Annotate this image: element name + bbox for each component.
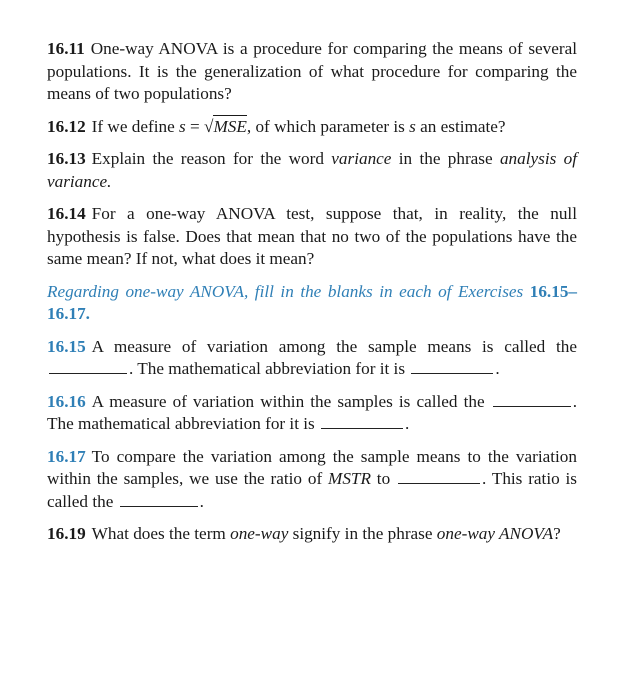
exercise-number: 16.19 [47, 524, 86, 543]
blank [49, 359, 127, 374]
exercise-16-16 [47, 391, 577, 436]
italic-term: MSTR [328, 469, 371, 488]
equals-sign: = [185, 116, 204, 136]
blank [321, 414, 403, 429]
exercise-range: 16.15–16.17. [47, 281, 577, 323]
exercise-text: A measure of variation among the sample means is called the [91, 336, 577, 356]
italic-term: analysis of variance. [47, 149, 577, 191]
exercise-number: 16.16 [47, 391, 86, 411]
exercise-page [47, 38, 577, 546]
blank [493, 392, 571, 407]
period: . [199, 491, 204, 511]
instructions-text: Regarding one-way ANOVA, fill in the blanks in each of Exercises [47, 281, 530, 301]
exercise-text: What does the term [91, 524, 231, 543]
italic-term: variance [331, 149, 392, 168]
variable-s: s [179, 116, 186, 136]
exercise-16-17 [47, 446, 577, 514]
exercise-text: . This ratio is called the [47, 469, 577, 511]
exercise-text: If we define [91, 116, 179, 136]
variable-s: s [409, 116, 416, 136]
exercise-text: to [370, 469, 396, 488]
exercise-16-15 [47, 336, 577, 381]
exercise-text: To compare the variation among the sample means to the variation within the samples, we use the ratio of [47, 446, 577, 488]
blank [120, 492, 198, 507]
exercise-text: an estimate? [415, 116, 506, 136]
exercise-number: 16.11 [47, 39, 85, 58]
exercise-16-13 [47, 148, 577, 193]
exercise-text: signify in the phrase [288, 524, 437, 543]
blank [398, 469, 480, 484]
exercise-number: 16.12 [47, 116, 86, 136]
exercise-text: One-way ANOVA is a procedure for comparing the means of several populations. It is the generalization of what procedure for comparing the means of two populations? [47, 39, 577, 103]
radicand: MSE [213, 116, 247, 136]
sqrt-symbol: √ [204, 116, 214, 136]
exercise-16-11 [47, 38, 577, 106]
instructions [47, 281, 577, 326]
exercise-text: in the phrase [391, 149, 500, 168]
exercise-number: 16.13 [47, 149, 86, 168]
exercise-number: 16.14 [47, 204, 86, 223]
exercise-number: 16.15 [47, 336, 86, 356]
exercise-number: 16.17 [47, 446, 86, 466]
blank [411, 359, 493, 374]
exercise-16-19 [47, 523, 577, 546]
exercise-text: ? [553, 524, 561, 543]
exercise-text: For a one-way ANOVA test, suppose that, in reality, the null hypothesis is false. Does that mean that no two of the populations have the same mean? If not, what does it mean? [47, 204, 577, 268]
exercise-text: . The mathematical abbreviation for it is [129, 359, 410, 378]
period: . [495, 359, 500, 378]
exercise-text: A measure of variation within the samples is called the [91, 391, 491, 411]
italic-term: one-way ANOVA [436, 524, 554, 543]
exercise-16-12 [47, 116, 577, 139]
exercise-text: , of which parameter is [246, 116, 410, 136]
exercise-text: Explain the reason for the word [91, 149, 332, 168]
exercise-text: . The mathematical abbreviation for it is [47, 391, 577, 433]
italic-term: one-way [230, 524, 289, 543]
exercise-16-14 [47, 203, 577, 271]
period: . [405, 414, 410, 433]
